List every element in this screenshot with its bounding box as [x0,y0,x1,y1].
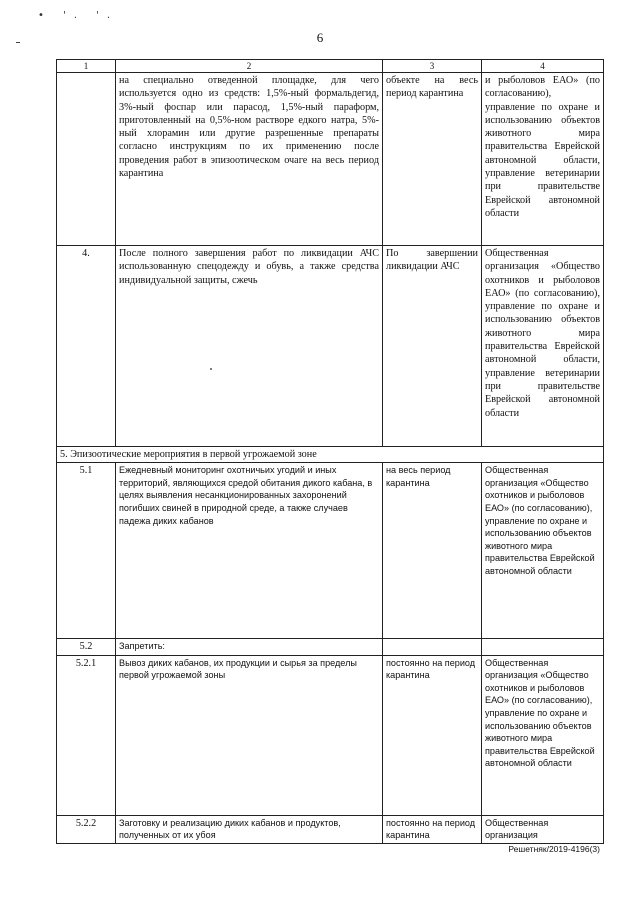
table-row [57,246,604,447]
column-header: 1 [57,60,116,73]
responsible-cell: Общественная организация [482,815,604,843]
term-cell [383,639,482,655]
row-number: 5.1 [57,463,116,639]
row-number [57,73,116,246]
table-header-row [57,60,604,73]
page-number: 6 [316,30,324,45]
measures-table [56,59,604,844]
row-number: 5.2.1 [57,655,116,815]
term-cell: на весь период карантина [383,463,482,639]
document-footer: Решетняк/2019-4196(3) [508,844,600,854]
column-header: 2 [116,60,383,73]
term-cell: постоянно на период карантина [383,815,482,843]
responsible-cell: Общественная организация «Общество охотников и рыболовов ЕАО» (по согласованию), управление по охране и использованию объектов животного мира правительства Еврейской автономной области, управление ветеринарии при правительстве Еврейской автономной области [482,246,604,447]
responsible-cell: и рыболовов ЕАО» (по согласованию), управление по охране и использованию объектов животного мира правительства Еврейской автономной области, управление ветеринарии при правительстве Еврейской автономной области [482,73,604,246]
column-header: 3 [383,60,482,73]
row-number: 4. [57,246,116,447]
table-row [57,639,604,655]
measure-cell: Заготовку и реализацию диких кабанов и продуктов, полученных от их убоя [116,815,383,843]
row-number: 5.2 [57,639,116,655]
table-row [57,655,604,815]
scan-dot [210,368,212,370]
responsible-cell [482,639,604,655]
table-row [57,463,604,639]
term-cell: постоянно на период карантина [383,655,482,815]
measure-cell: Ежедневный мониторинг охотничьих угодий и иных территорий, являющихся средой обитания дикого кабана, в целях выявления несанкционированных захоронений погибших свиней в природной среде, а также случаев падежа диких кабанов [116,463,383,639]
row-number: 5.2.2 [57,815,116,843]
responsible-cell: Общественная организация «Общество охотников и рыболовов ЕАО» (по согласованию), управление по охране и использованию объектов животного мира правительства Еврейской автономной области [482,463,604,639]
measure-cell: После полного завершения работ по ликвидации АЧС использованную спецодежду и обувь, а также средства индивидуальной защиты, сжечь [116,246,383,447]
section-title: 5. Эпизоотические мероприятия в первой угрожаемой зоне [57,447,604,463]
term-cell: По завершении ликвидации АЧС [383,246,482,447]
table-row [57,73,604,246]
measure-cell: на специально отведенной площадке, для чего используется одно из средств: 1,5%-ный формальдегид, 3%-ный фоспар или парасод, 1,5%-ный параформ, приготовленный на 0,5%-ном растворе едкого натра, 5%-ный хлорамин или другие разрешенные препараты согласно инструкциям по их применению после проведения работ в эпизоотическом очаге на весь период карантина [116,73,383,246]
scan-specks: • '. '. [38,10,119,21]
measure-cell: Запретить: [116,639,383,655]
term-cell: объекте на весь период карантина [383,73,482,246]
section-row [57,447,604,463]
column-header: 4 [482,60,604,73]
responsible-cell: Общественная организация «Общество охотников и рыболовов ЕАО» (по согласованию), управление по охране и использованию объектов животного мира правительства Еврейской автономной области [482,655,604,815]
measure-cell: Вывоз диких кабанов, их продукции и сырья за пределы первой угрожаемой зоны [116,655,383,815]
table-row [57,815,604,843]
